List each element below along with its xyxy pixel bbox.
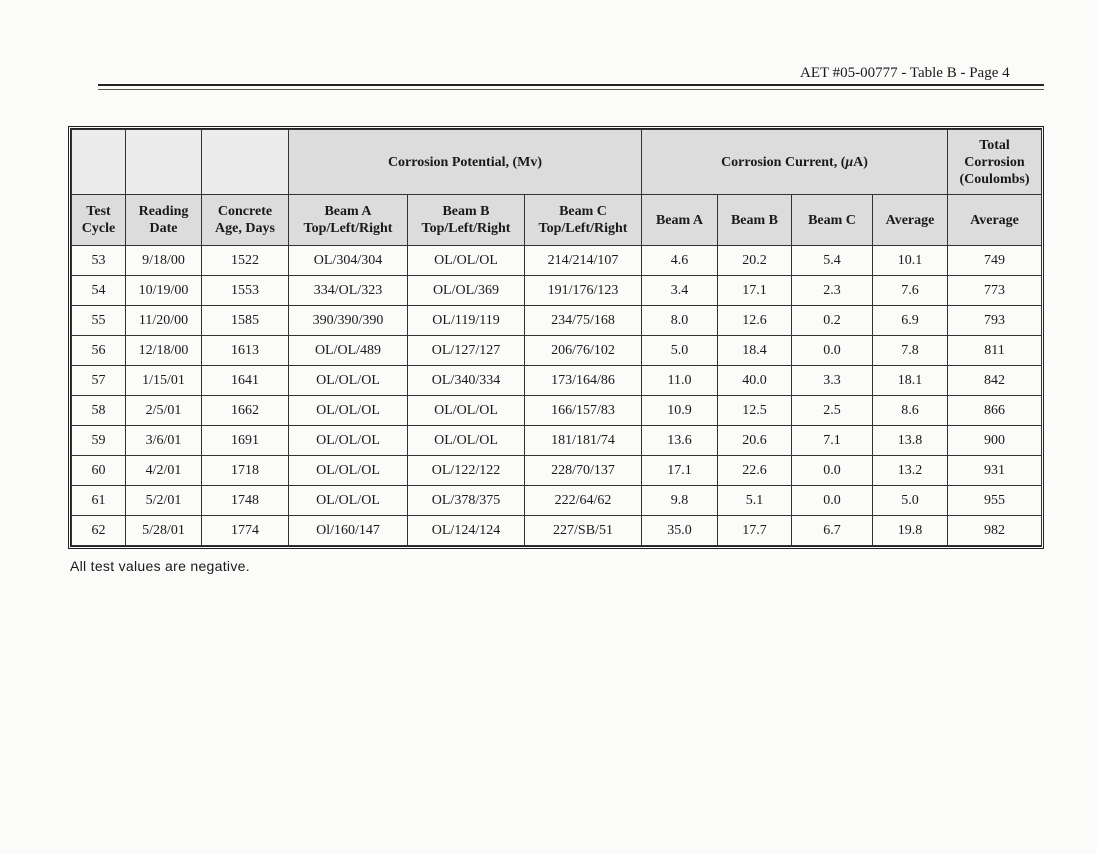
col-beam-c-current: Beam C [792, 195, 873, 246]
table-cell: OL/OL/OL [408, 426, 525, 456]
table-cell: 1718 [202, 456, 289, 486]
table-cell: 13.2 [873, 456, 948, 486]
table-cell: 749 [948, 246, 1042, 276]
table-cell: 40.0 [718, 366, 792, 396]
table-cell: 53 [72, 246, 126, 276]
table-body [72, 246, 1042, 546]
corrosion-potential-header: Corrosion Potential, (Mv) [289, 130, 642, 195]
table-cell: 773 [948, 276, 1042, 306]
table-cell: 58 [72, 396, 126, 426]
col-average-total: Average [948, 195, 1042, 246]
table-cell: 5.1 [718, 486, 792, 516]
table-cell: OL/124/124 [408, 516, 525, 546]
table-cell: 5.0 [873, 486, 948, 516]
table-cell: 4.6 [642, 246, 718, 276]
table-cell: 1748 [202, 486, 289, 516]
table-cell: 57 [72, 366, 126, 396]
table-cell: OL/OL/369 [408, 276, 525, 306]
table-cell: 11/20/00 [126, 306, 202, 336]
table-cell: 62 [72, 516, 126, 546]
table-cell: 12.6 [718, 306, 792, 336]
table-cell: 55 [72, 306, 126, 336]
table-cell: OL/122/122 [408, 456, 525, 486]
table-cell: 10.1 [873, 246, 948, 276]
table-cell: 1662 [202, 396, 289, 426]
table-cell: 2.5 [792, 396, 873, 426]
table-cell: OL/127/127 [408, 336, 525, 366]
col-beam-b-potential: Beam B Top/Left/Right [408, 195, 525, 246]
table-cell: 12/18/00 [126, 336, 202, 366]
col-beam-b-current: Beam B [718, 195, 792, 246]
table-cell: OL/OL/OL [289, 456, 408, 486]
blank-header-cell [72, 130, 126, 195]
table-cell: OL/OL/OL [289, 486, 408, 516]
table-cell: 390/390/390 [289, 306, 408, 336]
table-cell: 18.1 [873, 366, 948, 396]
table-cell: 0.0 [792, 336, 873, 366]
table-cell: 10/19/00 [126, 276, 202, 306]
table-cell: OL/OL/OL [408, 246, 525, 276]
header-rule [98, 84, 1044, 90]
table-cell: 20.2 [718, 246, 792, 276]
table-row [72, 366, 1042, 396]
col-beam-a-potential: Beam A Top/Left/Right [289, 195, 408, 246]
table-cell: OL/OL/489 [289, 336, 408, 366]
table-cell: Ol/160/147 [289, 516, 408, 546]
corrosion-current-header: Corrosion Current, (μA) [642, 130, 948, 195]
table-cell: 13.8 [873, 426, 948, 456]
table-cell: 10.9 [642, 396, 718, 426]
table-cell: 222/64/62 [525, 486, 642, 516]
total-corrosion-header: Total Corrosion (Coulombs) [948, 130, 1042, 195]
table-cell: 7.1 [792, 426, 873, 456]
table-cell: OL/340/334 [408, 366, 525, 396]
table-cell: 793 [948, 306, 1042, 336]
table-cell: 59 [72, 426, 126, 456]
table-cell: 18.4 [718, 336, 792, 366]
table-cell: 4/2/01 [126, 456, 202, 486]
table-cell: 17.1 [718, 276, 792, 306]
table-cell: 9.8 [642, 486, 718, 516]
table-cell: 227/SB/51 [525, 516, 642, 546]
table-cell: 9/18/00 [126, 246, 202, 276]
table-cell: 842 [948, 366, 1042, 396]
table-cell: 13.6 [642, 426, 718, 456]
footnote: All test values are negative. [70, 558, 250, 574]
table-cell: OL/OL/OL [408, 396, 525, 426]
col-reading-date: Reading Date [126, 195, 202, 246]
table-cell: 7.8 [873, 336, 948, 366]
table-cell: 166/157/83 [525, 396, 642, 426]
table-row [72, 246, 1042, 276]
table-row [72, 396, 1042, 426]
table-cell: 0.0 [792, 486, 873, 516]
table-row [72, 306, 1042, 336]
table-cell: OL/304/304 [289, 246, 408, 276]
table-cell: 181/181/74 [525, 426, 642, 456]
table-cell: 19.8 [873, 516, 948, 546]
table-cell: OL/OL/OL [289, 426, 408, 456]
table-cell: 5.4 [792, 246, 873, 276]
table-cell: 3.3 [792, 366, 873, 396]
table-cell: 3/6/01 [126, 426, 202, 456]
group-header-row [72, 130, 1042, 195]
table-cell: 12.5 [718, 396, 792, 426]
table-cell: 900 [948, 426, 1042, 456]
table-cell: 1691 [202, 426, 289, 456]
table-cell: 56 [72, 336, 126, 366]
table-cell: 17.7 [718, 516, 792, 546]
table-cell: 8.0 [642, 306, 718, 336]
table-row [72, 426, 1042, 456]
table-cell: 234/75/168 [525, 306, 642, 336]
blank-header-cell [126, 130, 202, 195]
table-cell: 35.0 [642, 516, 718, 546]
blank-header-cell [202, 130, 289, 195]
table-cell: 228/70/137 [525, 456, 642, 486]
table-cell: 8.6 [873, 396, 948, 426]
table-row [72, 516, 1042, 546]
table-cell: 54 [72, 276, 126, 306]
data-table [71, 129, 1042, 546]
table-cell: 955 [948, 486, 1042, 516]
table-cell: 1553 [202, 276, 289, 306]
table-cell: 1522 [202, 246, 289, 276]
table-cell: 206/76/102 [525, 336, 642, 366]
table-cell: 22.6 [718, 456, 792, 486]
corrosion-data-table [68, 126, 1044, 549]
table-row [72, 456, 1042, 486]
table-cell: 982 [948, 516, 1042, 546]
table-cell: 0.2 [792, 306, 873, 336]
table-cell: 6.7 [792, 516, 873, 546]
table-cell: 2/5/01 [126, 396, 202, 426]
table-row [72, 336, 1042, 366]
col-beam-c-potential: Beam C Top/Left/Right [525, 195, 642, 246]
table-row [72, 486, 1042, 516]
table-cell: OL/OL/OL [289, 366, 408, 396]
table-cell: 173/164/86 [525, 366, 642, 396]
table-cell: 2.3 [792, 276, 873, 306]
table-cell: 811 [948, 336, 1042, 366]
table-cell: OL/378/375 [408, 486, 525, 516]
table-cell: OL/119/119 [408, 306, 525, 336]
table-cell: 11.0 [642, 366, 718, 396]
table-cell: 3.4 [642, 276, 718, 306]
table-cell: 5/28/01 [126, 516, 202, 546]
table-cell: 191/176/123 [525, 276, 642, 306]
column-header-row [72, 195, 1042, 246]
table-cell: 61 [72, 486, 126, 516]
page-header-title: AET #05-00777 - Table B - Page 4 [800, 65, 1010, 81]
table-cell: 1774 [202, 516, 289, 546]
table-cell: OL/OL/OL [289, 396, 408, 426]
col-test-cycle: Test Cycle [72, 195, 126, 246]
table-cell: 5/2/01 [126, 486, 202, 516]
table-cell: 1585 [202, 306, 289, 336]
table-cell: 20.6 [718, 426, 792, 456]
table-cell: 214/214/107 [525, 246, 642, 276]
table-cell: 1613 [202, 336, 289, 366]
col-beam-a-current: Beam A [642, 195, 718, 246]
col-average-current: Average [873, 195, 948, 246]
table-cell: 0.0 [792, 456, 873, 486]
col-concrete-age: Concrete Age, Days [202, 195, 289, 246]
table-cell: 931 [948, 456, 1042, 486]
table-cell: 334/OL/323 [289, 276, 408, 306]
table-cell: 1641 [202, 366, 289, 396]
table-cell: 1/15/01 [126, 366, 202, 396]
table-cell: 17.1 [642, 456, 718, 486]
table-cell: 866 [948, 396, 1042, 426]
table-row [72, 276, 1042, 306]
table-cell: 5.0 [642, 336, 718, 366]
table-cell: 7.6 [873, 276, 948, 306]
table-cell: 60 [72, 456, 126, 486]
table-cell: 6.9 [873, 306, 948, 336]
